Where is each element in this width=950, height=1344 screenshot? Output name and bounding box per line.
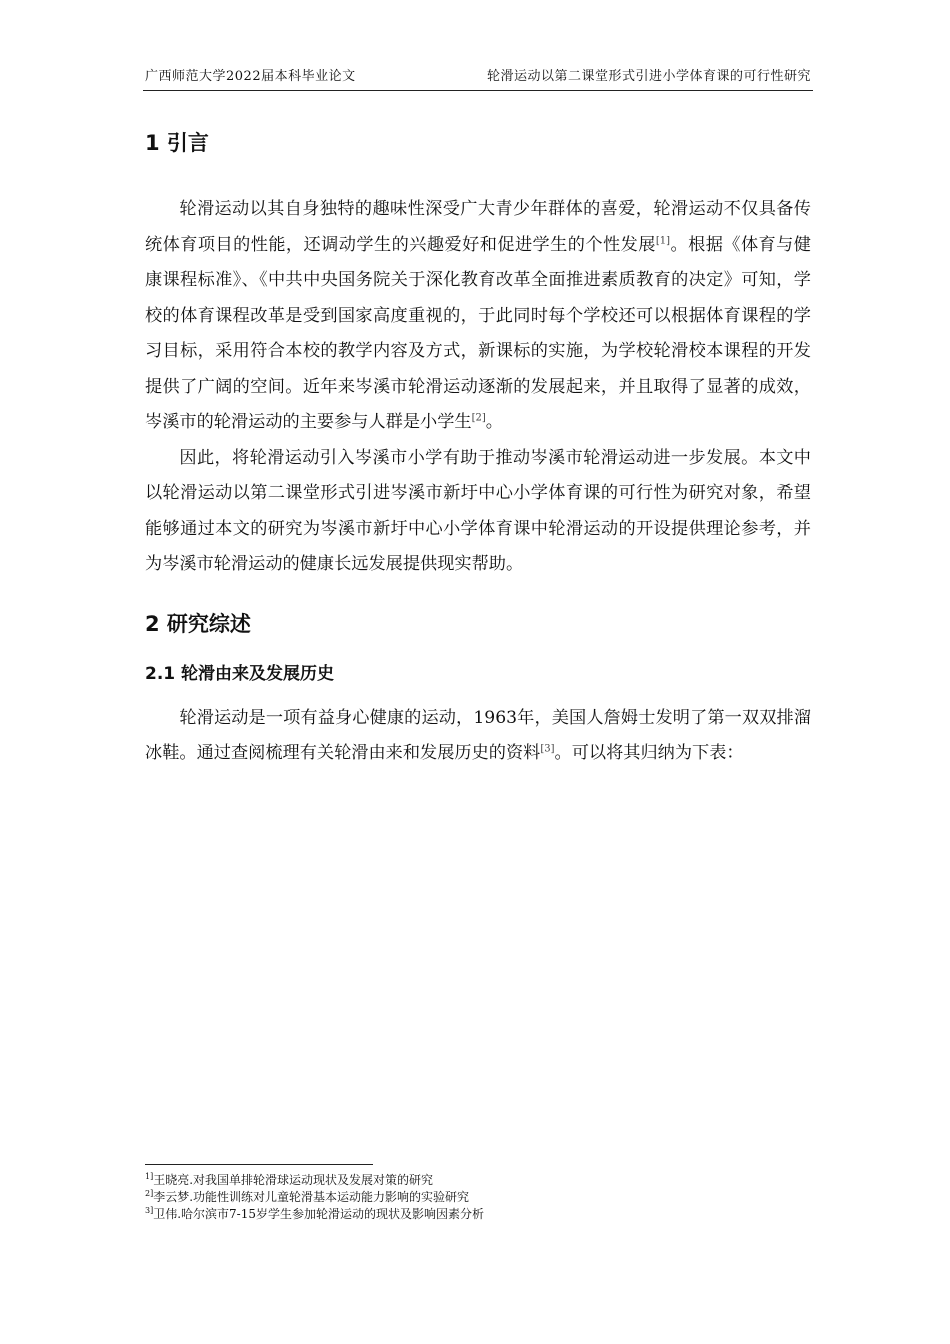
citation-ref-1[interactable]: [1] xyxy=(655,234,671,246)
paragraph-introduction-1 xyxy=(145,192,811,441)
footnote-item xyxy=(145,1172,805,1189)
footnote-item xyxy=(145,1189,805,1206)
paragraph-text: 轮滑运动是一项有益身心健康的运动，1963年，美国人詹姆士发明了第一双双排溜冰鞋。通过查阅梳理有关轮滑由来和发展历史的资料 xyxy=(145,707,811,763)
main-content xyxy=(145,128,811,772)
section-heading-introduction: 1 引言 xyxy=(145,131,209,155)
header-thesis-label: 广西师范大学2022届本科毕业论文 xyxy=(145,69,356,84)
paragraph-text: 。根据《体育与健康课程标准》、《中共中央国务院关于深化教育改革全面推进素质教育的决定》可知，学校的体育课程改革是受到国家高度重视的，于此同时每个学校还可以根据体育课程的学习目标，采用符合本校的教学内容及方式，新课标的实施，为学校轮滑校本课程的开发提供了广阔的空间。近年来岑溪市轮滑运动逐渐的发展起来，并且取得了显著的成效，岑溪市的轮滑运动的主要参与人群是小学生 xyxy=(145,234,811,432)
header-thesis-title: 轮滑运动以第二课堂形式引进小学体育课的可行性研究 xyxy=(486,69,811,84)
footnote-marker: 1] xyxy=(145,1172,154,1181)
subsection-heading-history: 2.1 轮滑由来及发展历史 xyxy=(145,663,335,684)
footnote-marker: 3] xyxy=(145,1206,154,1215)
paragraph-text: 轮滑运动以其自身独特的趣味性深受广大青少年群体的喜爱，轮滑运动不仅具备传统体育项目的性能，还调动学生的兴趣爱好和促进学生的个性发展 xyxy=(145,199,811,255)
footnote-marker: 2] xyxy=(145,1189,154,1198)
paragraph-text: 。 xyxy=(485,412,503,432)
paragraph-introduction-2: 因此，将轮滑运动引入岑溪市小学有助于推动岑溪市轮滑运动进一步发展。本文中以轮滑运动以第二课堂形式引进岑溪市新圩中心小学体育课的可行性为研究对象，希望能够通过本文的研究为岑溪市新圩中心小学体育课中轮滑运动的开设提供理论参考，并为岑溪市轮滑运动的健康长远发展提供现实帮助。 xyxy=(145,447,811,574)
footnote-text: 李云梦.功能性训练对儿童轮滑基本运动能力影响的实验研究 xyxy=(153,1190,470,1204)
footnote-divider xyxy=(145,1164,373,1165)
footnote-text: 王晓亮.对我国单排轮滑球运动现状及发展对策的研究 xyxy=(153,1173,434,1187)
citation-ref-2[interactable]: [2] xyxy=(471,412,486,424)
citation-ref-3[interactable]: [3] xyxy=(540,743,555,755)
section-heading-literature-review: 2 研究综述 xyxy=(145,611,251,636)
paragraph-history-1 xyxy=(145,701,811,772)
footnote-item xyxy=(145,1206,805,1223)
footnote-text: 卫伟.哈尔滨市7-15岁学生参加轮滑运动的现状及影响因素分析 xyxy=(153,1207,484,1221)
page-header xyxy=(143,68,813,91)
paragraph-text: 。可以将其归纳为下表： xyxy=(554,743,744,763)
footnotes xyxy=(145,1172,805,1223)
